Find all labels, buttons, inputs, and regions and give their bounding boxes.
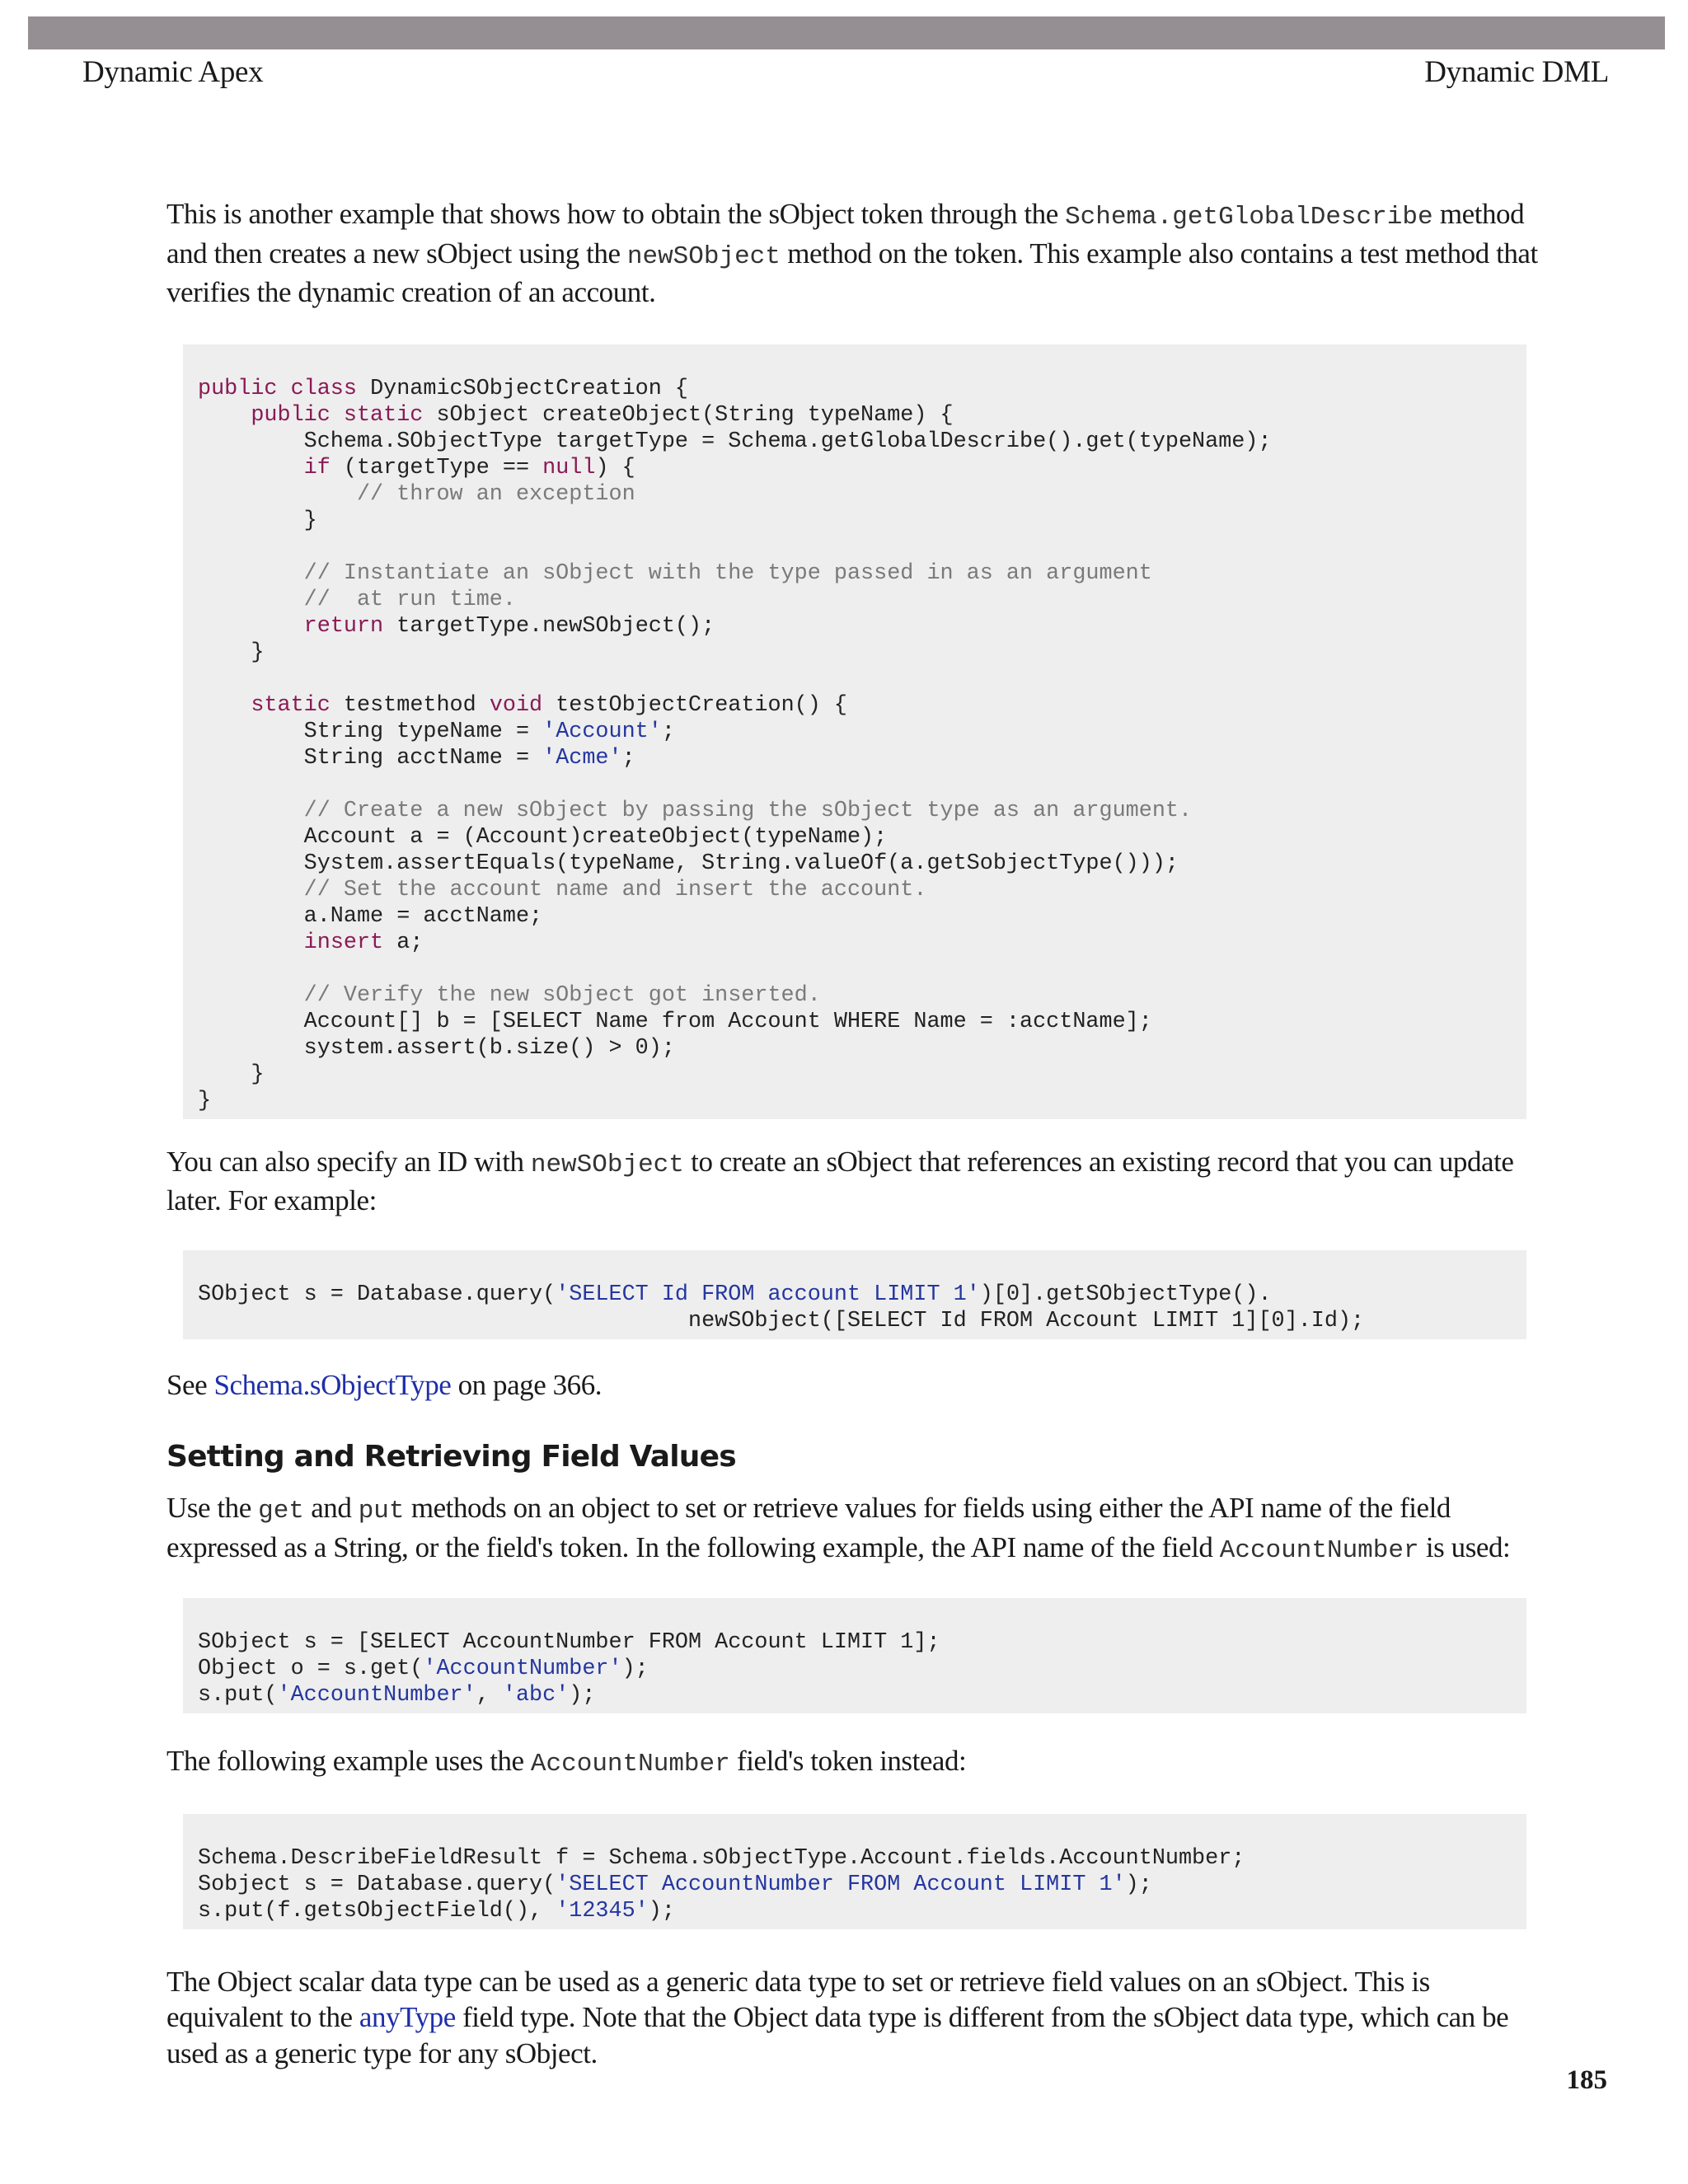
code-blank-line <box>198 534 1526 560</box>
section-heading: Setting and Retrieving Field Values <box>166 1440 736 1474</box>
id-paragraph: You can also specify an ID with newSObject to create an sObject that references an existing record that you can update later. For example: <box>166 1145 1514 1216</box>
code-block-get-put <box>183 1598 1526 1713</box>
header-section-title: Dynamic DML <box>1424 55 1609 89</box>
inline-code: get <box>258 1497 304 1526</box>
page-content <box>166 196 1548 2071</box>
code-line: } <box>198 640 265 665</box>
code-line: System.assertEquals(typeName, String.valueOf(a.getSobjectType())); <box>198 851 1179 876</box>
anytype-link[interactable]: anyType <box>359 2001 456 2033</box>
code-line: Sobject s = Database.query('SELECT AccountNumber FROM Account LIMIT 1'); <box>198 1872 1152 1897</box>
schema-sobjecttype-link[interactable]: Schema.sObjectType <box>213 1368 452 1401</box>
code-line: } <box>198 1088 212 1113</box>
code-comment: // Create a new sObject by passing the sObject type as an argument. <box>198 798 1193 823</box>
code-comment: // Set the account name and insert the account. <box>198 877 927 902</box>
token-paragraph: The following example uses the AccountNumber field's token instead: <box>166 1745 967 1779</box>
get-put-paragraph: Use the get and put methods on an object to set or retrieve values for fields using either the API name of the field expressed as a String, or the field's token. In the following example, the API name of the field AccountNumber is used: <box>166 1492 1511 1565</box>
inline-code: AccountNumber <box>1219 1535 1419 1565</box>
code-line: public class DynamicSObjectCreation { <box>198 376 689 401</box>
code-line: newSObject([SELECT Id FROM Account LIMIT 1][0].Id); <box>198 1308 1365 1333</box>
code-line: Schema.DescribeFieldResult f = Schema.sObjectType.Account.fields.AccountNumber; <box>198 1845 1245 1871</box>
inline-code: newSObject <box>530 1150 684 1179</box>
inline-code: newSObject <box>626 241 781 271</box>
code-line: SObject s = [SELECT AccountNumber FROM Account LIMIT 1]; <box>198 1630 940 1655</box>
code-line: return targetType.newSObject(); <box>303 613 715 639</box>
inline-code: put <box>358 1497 405 1526</box>
page-number: 185 <box>1566 2065 1607 2095</box>
code-line: } <box>198 508 317 533</box>
code-line: } <box>198 1062 265 1087</box>
code-block-field-token <box>183 1814 1526 1929</box>
code-line: Account a = (Account)createObject(typeName); <box>198 824 888 850</box>
code-line: s.put('AccountNumber', 'abc'); <box>198 1683 596 1708</box>
code-comment: // throw an exception <box>198 481 635 507</box>
code-comment: // Verify the new sObject got inserted. <box>198 982 821 1008</box>
object-type-paragraph: The Object scalar data type can be used as a generic data type to set or retrieve field values on an sObject. This is equivalent to the anyType field type. Note that the Object data type is different from the sObject data type, which can be used as a generic type for any sObject. <box>166 1965 1509 2069</box>
header-bar <box>28 16 1665 49</box>
code-blank-line <box>198 666 1526 692</box>
code-line: SObject s = Database.query('SELECT Id FROM account LIMIT 1')[0].getSObjectType(). <box>198 1282 1272 1307</box>
code-blank-line <box>198 956 1526 982</box>
code-comment: // at run time. <box>198 587 516 612</box>
code-line: s.put(f.getsObjectField(), '12345'); <box>198 1898 675 1924</box>
code-comment: // Instantiate an sObject with the type passed in as an argument <box>198 560 1152 586</box>
header-chapter-title: Dynamic Apex <box>82 55 264 89</box>
code-line: String typeName = 'Account'; <box>198 719 675 744</box>
code-line: system.assert(b.size() > 0); <box>198 1035 675 1061</box>
code-block-newsobject-id <box>183 1250 1526 1339</box>
inline-code: Schema.getGlobalDescribe <box>1065 203 1433 232</box>
code-line: public static sObject createObject(String typeName) { <box>251 402 954 428</box>
code-line: Object o = s.get('AccountNumber'); <box>198 1657 649 1681</box>
intro-paragraph: This is another example that shows how to obtain the sObject token through the Schema.getGlobalDescribe method and then creates a new sObject using the newSObject method on the token. This example also contains a test method that verifies the dynamic creation of an account. <box>166 198 1538 308</box>
code-block-dynamic-sobject-creation <box>183 344 1526 1119</box>
code-line: Account[] b = [SELECT Name from Account WHERE Name = :acctName]; <box>198 1009 1152 1034</box>
code-line: insert a; <box>303 930 424 955</box>
code-line: Schema.SObjectType targetType = Schema.getGlobalDescribe().get(typeName); <box>198 429 1272 454</box>
code-line: a.Name = acctName; <box>198 903 543 929</box>
see-also-paragraph: See Schema.sObjectType on page 366. <box>166 1368 603 1401</box>
inline-code: AccountNumber <box>530 1750 730 1779</box>
code-line: String acctName = 'Acme'; <box>198 745 635 771</box>
code-blank-line <box>198 771 1526 798</box>
code-line: static testmethod void testObjectCreation() { <box>251 692 847 718</box>
code-line: if (targetType == null) { <box>303 455 635 480</box>
